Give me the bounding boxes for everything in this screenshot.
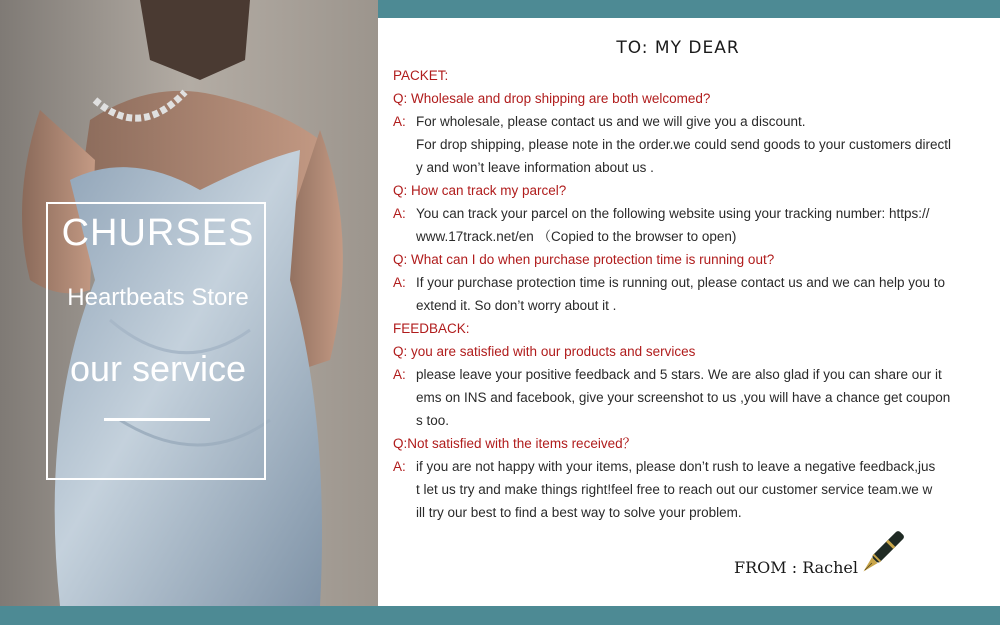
faq-content (393, 64, 993, 524)
answer-tracking (393, 202, 993, 225)
brand-subtitle: Heartbeats Store (67, 284, 249, 311)
fountain-pen-icon (854, 528, 904, 584)
brand-frame (46, 202, 266, 480)
answer-text: If your purchase protection time is running out, please contact us and we can help you to (416, 275, 946, 290)
answer-not-satisfied (393, 455, 993, 478)
answer-text: For drop shipping, please note in the order.we could send goods to your customers directl (416, 137, 952, 152)
brand-service: our service (69, 348, 247, 389)
brand-title: CHURSES (61, 212, 255, 254)
answer-protection (393, 271, 993, 294)
question-protection: Q: What can I do when purchase protection time is running out? (393, 252, 775, 267)
answer-text: You can track your parcel on the following website using your tracking number: https:// (416, 206, 930, 221)
answer-text: s too. (416, 413, 450, 428)
answer-text: ems on INS and facebook, give your screenshot to us ,you will have a chance get coupon (416, 390, 951, 405)
answer-wholesale (393, 110, 993, 133)
bottom-band (0, 606, 1000, 625)
packet-heading: PACKET: (393, 68, 449, 83)
answer-text: y and won’t leave information about us . (416, 160, 654, 175)
model-photo (0, 0, 378, 606)
answer-mark: A: (393, 275, 406, 290)
signature: FROM : Rachel (734, 558, 859, 577)
answer-text: For wholesale, please contact us and we will give you a discount. (416, 114, 806, 129)
answer-text: t let us try and make things right!feel free to reach out our customer service team.we w (416, 482, 933, 497)
answer-text: ill try our best to find a best way to solve your problem. (416, 505, 742, 520)
greeting: TO: MY DEAR (616, 38, 740, 58)
question-satisfied: Q: you are satisfied with our products and services (393, 344, 696, 359)
brand-divider (104, 418, 210, 421)
question-tracking: Q: How can track my parcel? (393, 183, 567, 198)
question-not-satisfied: Q:Not satisfied with the items received？ (393, 436, 637, 451)
answer-satisfied (393, 363, 993, 386)
letter-panel (378, 18, 1000, 606)
feedback-heading: FEEDBACK: (393, 321, 470, 336)
answer-text: please leave your positive feedback and 5 stars. We are also glad if you can share our it (416, 367, 942, 382)
answer-mark: A: (393, 206, 406, 221)
question-wholesale: Q: Wholesale and drop shipping are both welcomed? (393, 91, 711, 106)
answer-text: if you are not happy with your items, please don’t rush to leave a negative feedback,jus (416, 459, 936, 474)
answer-text: extend it. So don’t worry about it . (416, 298, 617, 313)
answer-mark: A: (393, 367, 406, 382)
tracking-url: www.17track.net/en （Copied to the browser to open) (416, 229, 737, 244)
answer-mark: A: (393, 459, 406, 474)
answer-mark: A: (393, 114, 406, 129)
